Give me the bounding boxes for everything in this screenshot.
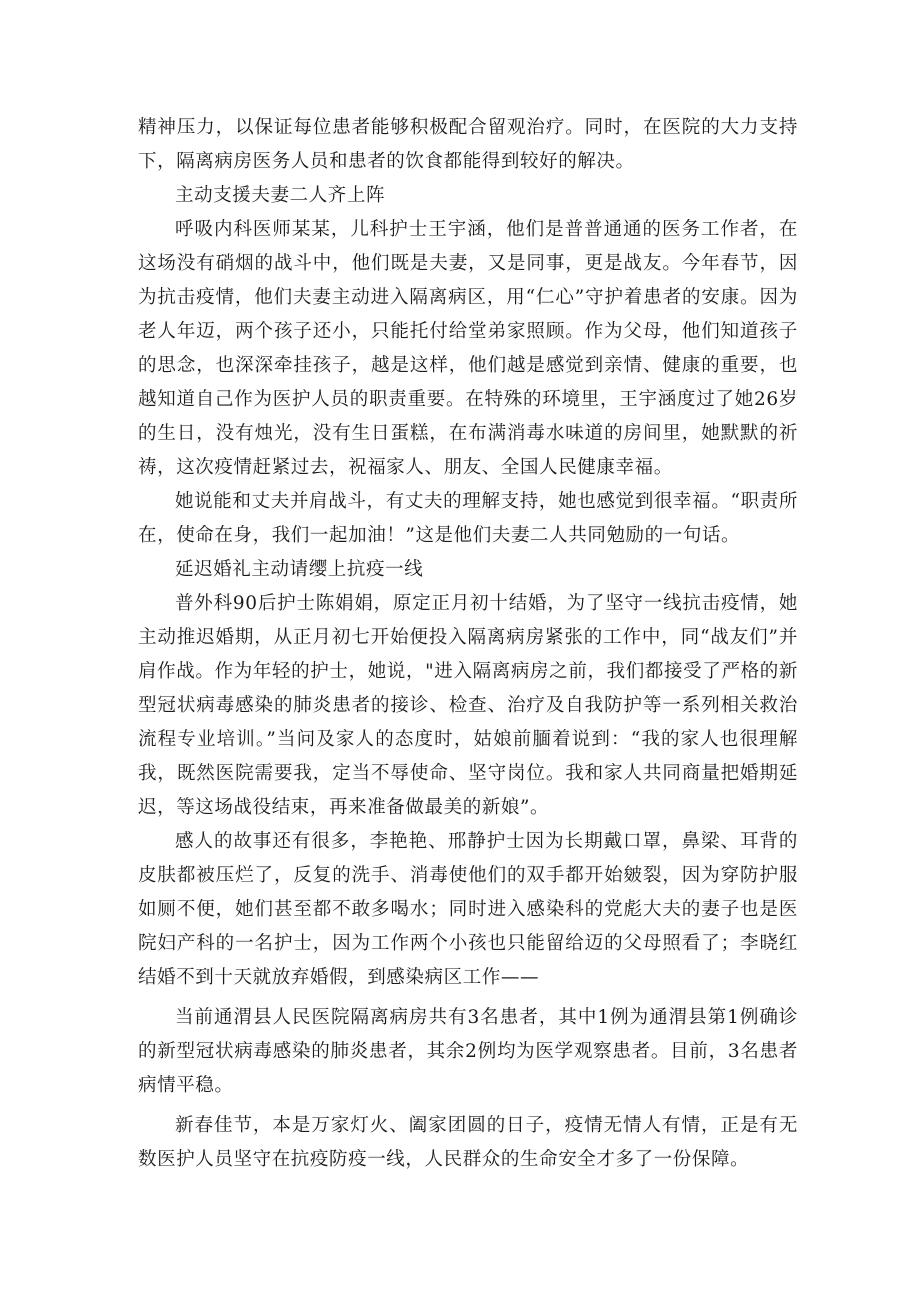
article-body: [138, 111, 798, 1177]
paragraph-closing: 新春佳节，本是万家灯火、阖家团圆的日子，疫情无情人有情，正是有无数医护人员坚守在抗疫防疫一线，人民群众的生命安全才多了一份保障。: [138, 1115, 798, 1170]
paragraph-more-stories: 感人的故事还有很多，李艳艳、邢静护士因为长期戴口罩，鼻梁、耳背的皮肤都被压烂了，反复的洗手、消毒使他们的双手都开始皴裂，因为穿防护服如厕不便，她们甚至都不敢多喝水；同时进入感染科的党彪大夫的妻子也是医院妇产科的一名护士，因为工作两个小孩也只能留给迈的父母照看了；李晓红结婚不到十天就放弃婚假，到感染病区工作——: [138, 831, 798, 988]
paragraph-patient-status: 当前通渭县人民医院隔离病房共有3名患者，其中1例为通渭县第1例确诊的新型冠状病毒感染的肺炎患者，其余2例均为医学观察患者。目前，3名患者病情平稳。: [138, 1007, 798, 1096]
section-heading-wedding: 延迟婚礼主动请缨上抗疫一线: [175, 559, 424, 580]
paragraph-wedding-story: 普外科90后护士陈娟娟，原定正月初十结婚，为了坚守一线抗击疫情，她主动推迟婚期，从正月初七开始便投入隔离病房紧张的工作中，同“战友们”并肩作战。作为年轻的护士，她说，"进入隔离病房之前，我们都接受了严格的新型冠状病毒感染的肺炎患者的接诊、检查、治疗及自我防护等一系列相关救治流程专业培训。”当问及家人的态度时，姑娘前腼着说到：“我的家人也很理解我，既然医院需要我，定当不辱使命、坚守岗位。我和家人共同商量把婚期延迟，等这场战役结束，再来准备做最美的新娘”。: [138, 593, 798, 818]
paragraph-continued: 精神压力，以保证每位患者能够积极配合留观治疗。同时，在医院的大力支持下，隔离病房医务人员和患者的饮食都能得到较好的解决。: [138, 117, 798, 172]
paragraph-couple-story: 呼吸内科医师某某，儿科护士王宇涵，他们是普普通通的医务工作者，在这场没有硝烟的战斗中，他们既是夫妻，又是同事，更是战友。今年春节，因为抗击疫情，他们夫妻主动进入隔离病区，用“仁心”守护着患者的安康。因为老人年迈，两个孩子还小，只能托付给堂弟家照顾。作为父母，他们知道孩子的思念，也深深牵挂孩子，越是这样，他们越是感觉到亲情、健康的重要，也越知道自己作为医护人员的职责重要。在特殊的环境里，王宇涵度过了她26岁的生日，没有烛光，没有生日蛋糕，在布满消毒水味道的房间里，她默默的祈祷，这次疫情赶紧过去，祝福家人、朋友、全国人民健康幸福。: [138, 219, 798, 478]
paragraph-couple-quote: 她说能和丈夫并肩战斗，有丈夫的理解支持，她也感觉到很幸福。“职责所在，使命在身，我们一起加油！”这是他们夫妻二人共同勉励的一句话。: [138, 491, 798, 546]
section-heading-couple: 主动支援夫妻二人齐上阵: [175, 185, 386, 206]
